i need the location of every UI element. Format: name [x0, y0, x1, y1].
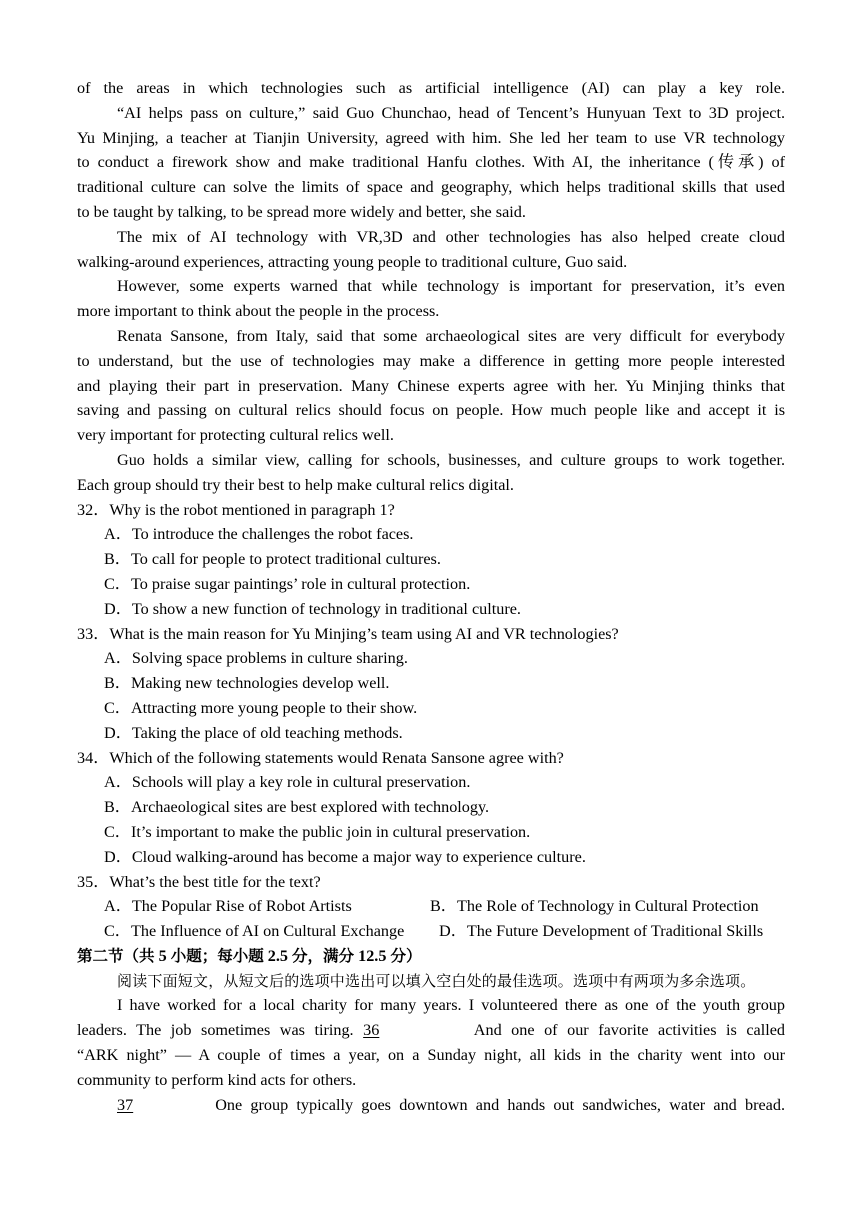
passage-line: to be taught by talking, to be spread more widely and better, she said. — [77, 202, 526, 221]
answer-option: C．It’s important to make the public join in cultural preservation. — [104, 822, 531, 841]
answer-option: C．Attracting more young people to their show. — [104, 698, 418, 717]
passage-line: Guo holds a similar view, calling for schools, businesses, and culture groups to work together. — [117, 450, 785, 469]
answer-option: D．The Future Development of Traditional Skills — [439, 922, 764, 941]
passage-line: to conduct a firework show and make traditional Hanfu clothes. With AI, the inheritance (传承) of — [77, 153, 785, 172]
answer-option: D．To show a new function of technology in traditional culture. — [104, 599, 521, 618]
document-page — [77, 76, 785, 1117]
answer-option-row — [77, 919, 785, 944]
passage-line: walking-around experiences, attracting young people to traditional culture, Guo said. — [77, 252, 628, 271]
passage-line: Renata Sansone, from Italy, said that some archaeological sites are very difficult for everybody — [117, 326, 785, 345]
answer-option: A．The Popular Rise of Robot Artists — [104, 897, 352, 916]
question-stem: 33．What is the main reason for Yu Minjing’s team using AI and VR technologies? — [77, 624, 619, 643]
passage-line: Yu Minjing, a teacher at Tianjin University, agreed with him. She led her team to use VR technology — [77, 128, 785, 147]
passage-line-with-blank: leaders. The job sometimes was tiring. 36 And one of our favorite activities is called — [77, 1018, 785, 1043]
question-stem: 34．Which of the following statements would Renata Sansone agree with? — [77, 748, 564, 767]
passage-line: However, some experts warned that while technology is important for preservation, it’s even — [117, 277, 785, 296]
passage-line: more important to think about the people in the process. — [77, 302, 440, 321]
section-instruction: 阅读下面短文，从短文后的选项中选出可以填入空白处的最佳选项。选项中有两项为多余选项。 — [117, 971, 756, 990]
answer-option: A．Schools will play a key role in cultural preservation. — [104, 773, 471, 792]
passage-line: The mix of AI technology with VR,3D and other technologies has also helped create cloud — [117, 227, 785, 246]
passage-line: very important for protecting cultural relics well. — [77, 426, 394, 445]
passage-line: Each group should try their best to help make cultural relics digital. — [77, 475, 514, 494]
answer-option: B．The Role of Technology in Cultural Protection — [430, 897, 759, 916]
answer-option: C．The Influence of AI on Cultural Exchange — [104, 922, 405, 941]
answer-option: A．Solving space problems in culture sharing. — [104, 649, 408, 668]
answer-option: D．Cloud walking-around has become a major way to experience culture. — [104, 847, 586, 866]
passage-line: community to perform kind acts for others. — [77, 1070, 357, 1089]
passage-line: saving and passing on cultural relics should focus on people. How much people like and accept it is — [77, 401, 785, 420]
blank-37: 37 — [117, 1095, 134, 1114]
answer-option: B．To call for people to protect traditional cultures. — [104, 550, 441, 569]
question-stem: 35．What’s the best title for the text? — [77, 872, 321, 891]
passage-line: “AI helps pass on culture,” said Guo Chunchao, head of Tencent’s Hunyuan Text to 3D project. — [117, 103, 785, 122]
passage-line: to understand, but the use of technologies may make a difference in getting more people interested — [77, 351, 785, 370]
question-stem: 32．Why is the robot mentioned in paragraph 1? — [77, 500, 395, 519]
answer-option: D．Taking the place of old teaching methods. — [104, 723, 403, 742]
answer-option: C．To praise sugar paintings’ role in cultural protection. — [104, 574, 471, 593]
answer-option-row — [77, 894, 785, 919]
passage-line: traditional culture can solve the limits of space and geography, which helps traditional skills that used — [77, 178, 785, 197]
passage-line: and playing their part in preservation. Many Chinese experts agree with her. Yu Minjing thinks that — [77, 376, 785, 395]
answer-option: B．Archaeological sites are best explored with technology. — [104, 798, 490, 817]
blank-36: 36 — [363, 1021, 380, 1040]
passage-line: I have worked for a local charity for many years. I volunteered there as one of the youth group — [117, 996, 785, 1015]
passage-line: of the areas in which technologies such as artificial intelligence (AI) can play a key role. — [77, 79, 785, 97]
section-heading: 第二节（共 5 小题；每小题 2.5 分，满分 12.5 分） — [77, 946, 422, 965]
passage-line-with-blank: 37 One group typically goes downtown and hands out sandwiches, water and bread. — [77, 1093, 785, 1118]
answer-option: B．Making new technologies develop well. — [104, 674, 390, 693]
answer-option: A．To introduce the challenges the robot faces. — [104, 525, 414, 544]
passage-line: “ARK night” — A couple of times a year, on a Sunday night, all kids in the charity went into our — [77, 1046, 785, 1065]
